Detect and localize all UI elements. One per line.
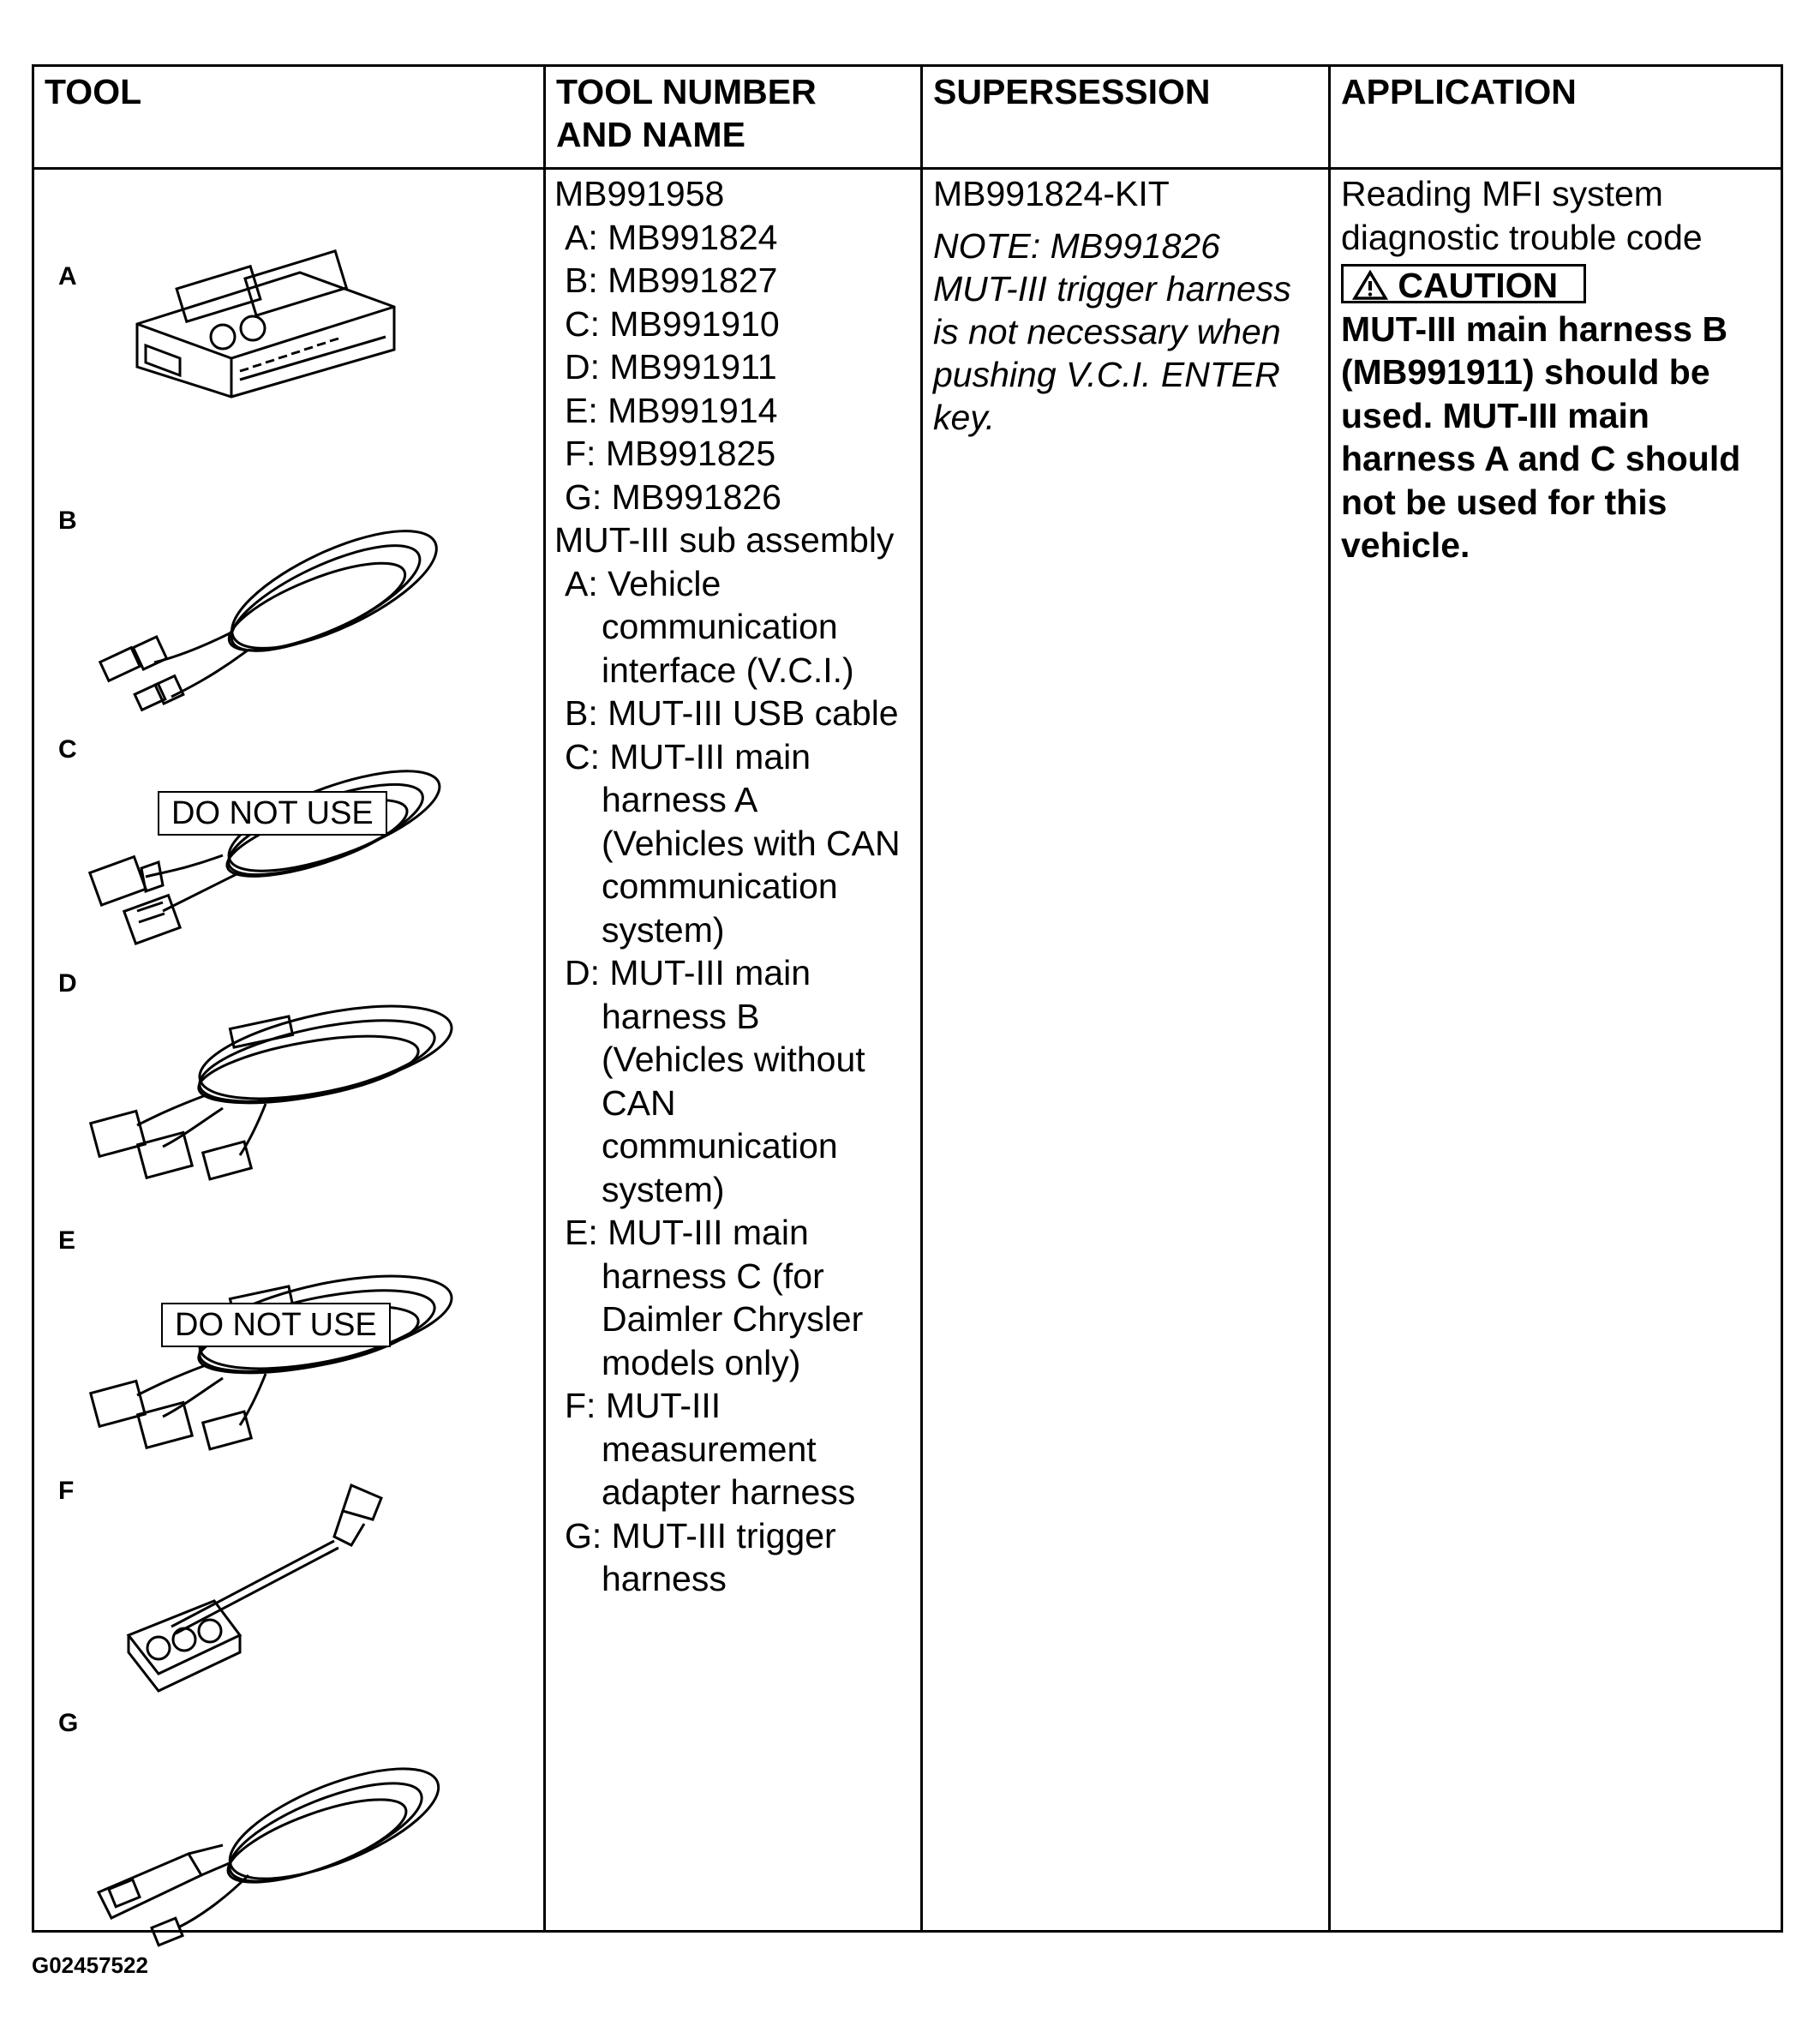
- tool-number-line: A: Vehicle: [565, 563, 721, 603]
- tool-number-line: E: MUT-III main: [565, 1213, 809, 1252]
- tool-label-a: A: [58, 262, 77, 291]
- supersession-note: NOTE: MB991826 MUT-III trigger harness is not necessary when pushing V.C.I. ENTER key.: [933, 225, 1291, 437]
- special-tools-table: [32, 64, 1783, 1933]
- tool-number-line: D: MB991911: [565, 347, 777, 387]
- tool-number-line: system): [602, 909, 725, 950]
- supersession-cell: [923, 170, 1328, 1930]
- tool-number-line: (Vehicles with CAN: [602, 823, 901, 863]
- tool-label-d: D: [58, 969, 77, 998]
- tool-number-line: adapter harness: [602, 1472, 856, 1512]
- application-text: diagnostic trouble code: [1341, 217, 1703, 257]
- tool-number-line: D: MUT-III main: [565, 953, 811, 992]
- tool-number-line: interface (V.C.I.): [602, 650, 854, 690]
- tool-number-line: G: MUT-III trigger: [565, 1515, 836, 1555]
- tool-number-line: Daimler Chrysler: [602, 1299, 864, 1339]
- main-harness-a-icon: [77, 761, 471, 950]
- tool-number-line: system): [602, 1169, 725, 1209]
- tool-number-line: communication: [602, 866, 838, 906]
- tool-number-line: G: MB991826: [565, 477, 781, 517]
- warning-triangle-icon: [1352, 270, 1388, 301]
- trigger-harness-icon: [77, 1747, 471, 1961]
- do-not-use-label: DO NOT USE: [161, 1303, 391, 1347]
- supersession-kit: MB991824-KIT: [933, 174, 1170, 213]
- tool-number-line: A: MB991824: [565, 217, 778, 257]
- caution-text: MUT-III main harness B (MB991911) should be used. MUT-III main harness A and C should not be used for this vehicle.: [1341, 309, 1741, 565]
- measurement-adapter-icon: [77, 1472, 437, 1695]
- tool-number-line: (Vehicles without: [602, 1040, 865, 1079]
- tool-number-line: communication: [602, 1126, 838, 1166]
- header-tool: TOOL: [45, 72, 142, 111]
- tool-number-line: C: MUT-III main: [565, 736, 811, 776]
- tool-images-cell: [34, 170, 543, 1930]
- tool-number-line: F: MB991825: [565, 434, 776, 473]
- application-text: Reading MFI system: [1341, 174, 1663, 213]
- tool-number-line: harness: [602, 1559, 727, 1598]
- usb-cable-icon: [77, 512, 463, 718]
- tool-number-line: C: MB991910: [565, 303, 780, 344]
- tool-number-line: B: MUT-III USB cable: [565, 693, 899, 733]
- tool-number-line: harness B: [602, 996, 760, 1036]
- tool-number-line: MB991958: [554, 174, 725, 213]
- tool-label-c: C: [58, 735, 77, 764]
- main-harness-c-icon: [77, 1258, 471, 1455]
- tool-label-f: F: [58, 1477, 75, 1505]
- tool-label-e: E: [58, 1226, 76, 1255]
- tool-number-line: B: MB991827: [565, 261, 778, 300]
- tool-label-g: G: [58, 1709, 79, 1737]
- tool-number-line: measurement: [602, 1429, 817, 1469]
- tool-number-line: CAN: [602, 1082, 676, 1123]
- caution-badge: [1341, 264, 1586, 303]
- header-application: APPLICATION: [1341, 72, 1577, 111]
- do-not-use-label: DO NOT USE: [158, 791, 387, 836]
- tool-number-cell: [546, 170, 920, 1930]
- tool-number-line: F: MUT-III: [565, 1386, 721, 1425]
- main-harness-b-icon: [77, 988, 471, 1185]
- caution-label: CAUTION: [1398, 266, 1559, 305]
- application-cell: [1331, 170, 1783, 1930]
- tool-number-line: E: MB991914: [565, 390, 778, 430]
- tool-number-line: harness A: [602, 780, 758, 819]
- figure-id: G02457522: [32, 1952, 148, 1978]
- header-tool-number: TOOL NUMBER AND NAME: [556, 72, 817, 154]
- tool-number-line: harness C (for: [602, 1256, 824, 1296]
- tool-number-line: models only): [602, 1342, 801, 1382]
- tool-number-line: communication: [602, 607, 838, 646]
- tool-label-b: B: [58, 507, 77, 535]
- tool-number-list: [554, 172, 920, 1601]
- header-supersession: SUPERSESSION: [933, 72, 1211, 111]
- vci-device-icon: [77, 247, 420, 410]
- tool-number-line: MUT-III sub assembly: [554, 520, 895, 560]
